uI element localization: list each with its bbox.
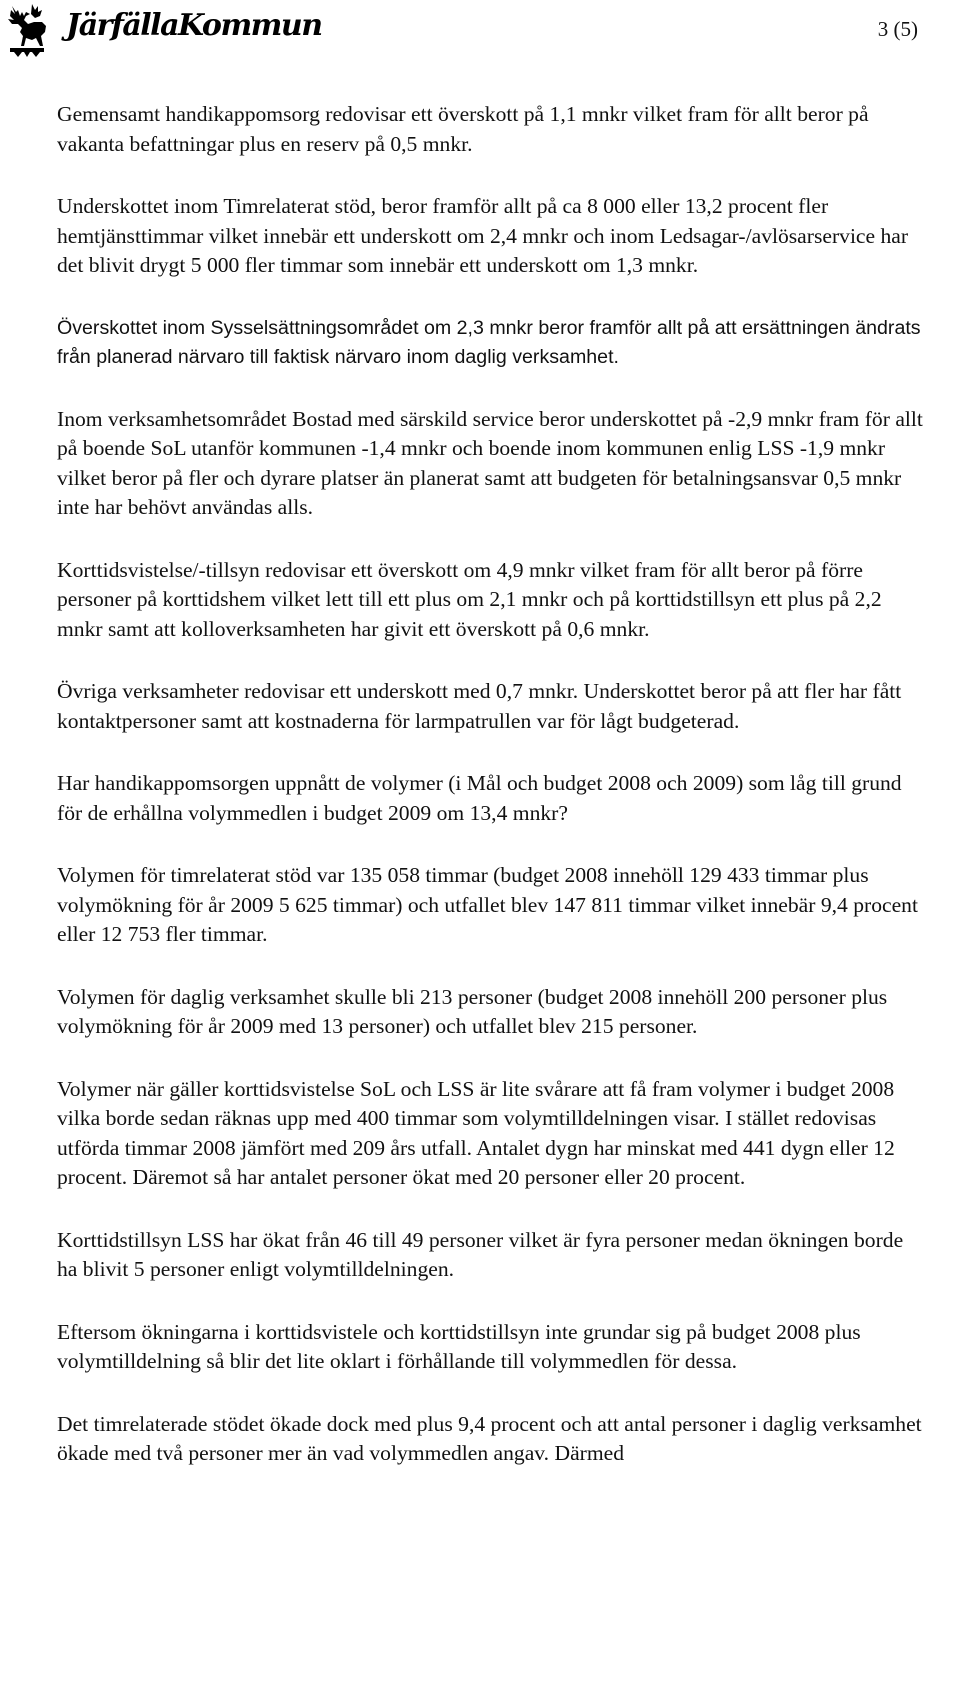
- paragraph: Det timrelaterade stödet ökade dock med plus 9,4 procent och att antal personer i daglig verksamhet ökade med två personer mer än vad volymmedlen angav. Därmed: [57, 1411, 922, 1465]
- paragraph: Korttidstillsyn LSS har ökat från 46 till 49 personer vilket är fyra personer medan ökningen borde ha blivit 5 personer enligt volymtilldelningen.: [57, 1227, 904, 1281]
- paragraph: Övriga verksamheter redovisar ett underskott med 0,7 mnkr. Underskottet beror på att fler har fått kontaktpersoner samt att kostnaderna för larmpatrullen var för lågt budgeterad.: [57, 679, 902, 733]
- reindeer-logo-icon: [2, 2, 52, 58]
- paragraph: Volymen för daglig verksamhet skulle bli 213 personer (budget 2008 innehöll 200 personer plus volymökning för år 2009 med 13 personer) och utfallet blev 215 personer.: [57, 984, 888, 1038]
- page-number: 3 (5): [877, 17, 918, 41]
- question-heading: Har handikappomsorgen uppnått de volymer (i Mål och budget 2008 och 2009) som låg till grund för de erhållna volymmedlen i budget 2009 om 13,4 mnkr?: [57, 771, 902, 825]
- paragraph: Underskottet inom Timrelaterat stöd, beror framför allt på ca 8 000 eller 13,2 procent fler hemtjänsttimmar vilket innebär ett underskott om 2,4 mnkr och inom Ledsagar-/avlösarservice har det blivit drygt 5 000 fler timmar som innebär ett underskott om 1,3 mnkr.: [57, 194, 909, 277]
- paragraph: Volymen för timrelaterat stöd var 135 058 timmar (budget 2008 innehöll 129 433 timmar plus volymökning för år 2009 5 625 timmar) och utfallet blev 147 811 timmar vilket innebär 9,4 procent eller 12 753 fler timmar.: [57, 863, 918, 946]
- paragraph: Korttidsvistelse/-tillsyn redovisar ett överskott om 4,9 mnkr vilket fram för allt beror på förre personer på korttidshem vilket lett till ett plus om 2,1 mnkr och på korttidstillsyn ett plus på 2,2 mnkr samt att kolloverksamheten har givit ett överskott på 0,6 mnkr.: [57, 557, 882, 641]
- paragraph: Eftersom ökningarna i korttidsvistele och korttidstillsyn inte grundar sig på budget 2008 plus volymtilldelning så blir det lite oklart i förhållande till volymmedlen för dessa.: [57, 1319, 861, 1373]
- municipality-logo-text: JärfällaKommun: [66, 8, 322, 43]
- paragraph: Volymer när gäller korttidsvistelse SoL och LSS är lite svårare att få fram volymer i budget 2008 vilka borde sedan räknas upp med 400 timmar som volymtilldelningen visar. I stället redovisas utförda timmar 2008 jämfört med 209 års utfall. Antalet dygn har minskat med 441 dygn eller 12 procent. Däremot så har antalet personer ökat med 20 personer eller 20 procent.: [57, 1076, 895, 1189]
- paragraph: Gemensamt handikappomsorg redovisar ett överskott på 1,1 mnkr vilket fram för allt beror på vakanta befattningar plus en reserv på 0,5 mnkr.: [57, 102, 869, 156]
- document-body: [57, 100, 927, 1502]
- page-header: [0, 0, 960, 60]
- paragraph: Inom verksamhetsområdet Bostad med särskild service beror underskottet på -2,9 mnkr fram för allt på boende SoL utanför kommunen -1,4 mnkr och boende inom kommunen enlig LSS -1,9 mnkr vilket beror på fler och dyrare platser än planerat samt att budgeten för betalningsansvar 0,5 mnkr inte har behövt användas alls.: [57, 406, 923, 519]
- paragraph: Överskottet inom Sysselsättningsområdet om 2,3 mnkr beror framför allt på att ersättningen ändrats från planerad närvaro till faktisk närvaro inom daglig verksamhet.: [57, 316, 921, 368]
